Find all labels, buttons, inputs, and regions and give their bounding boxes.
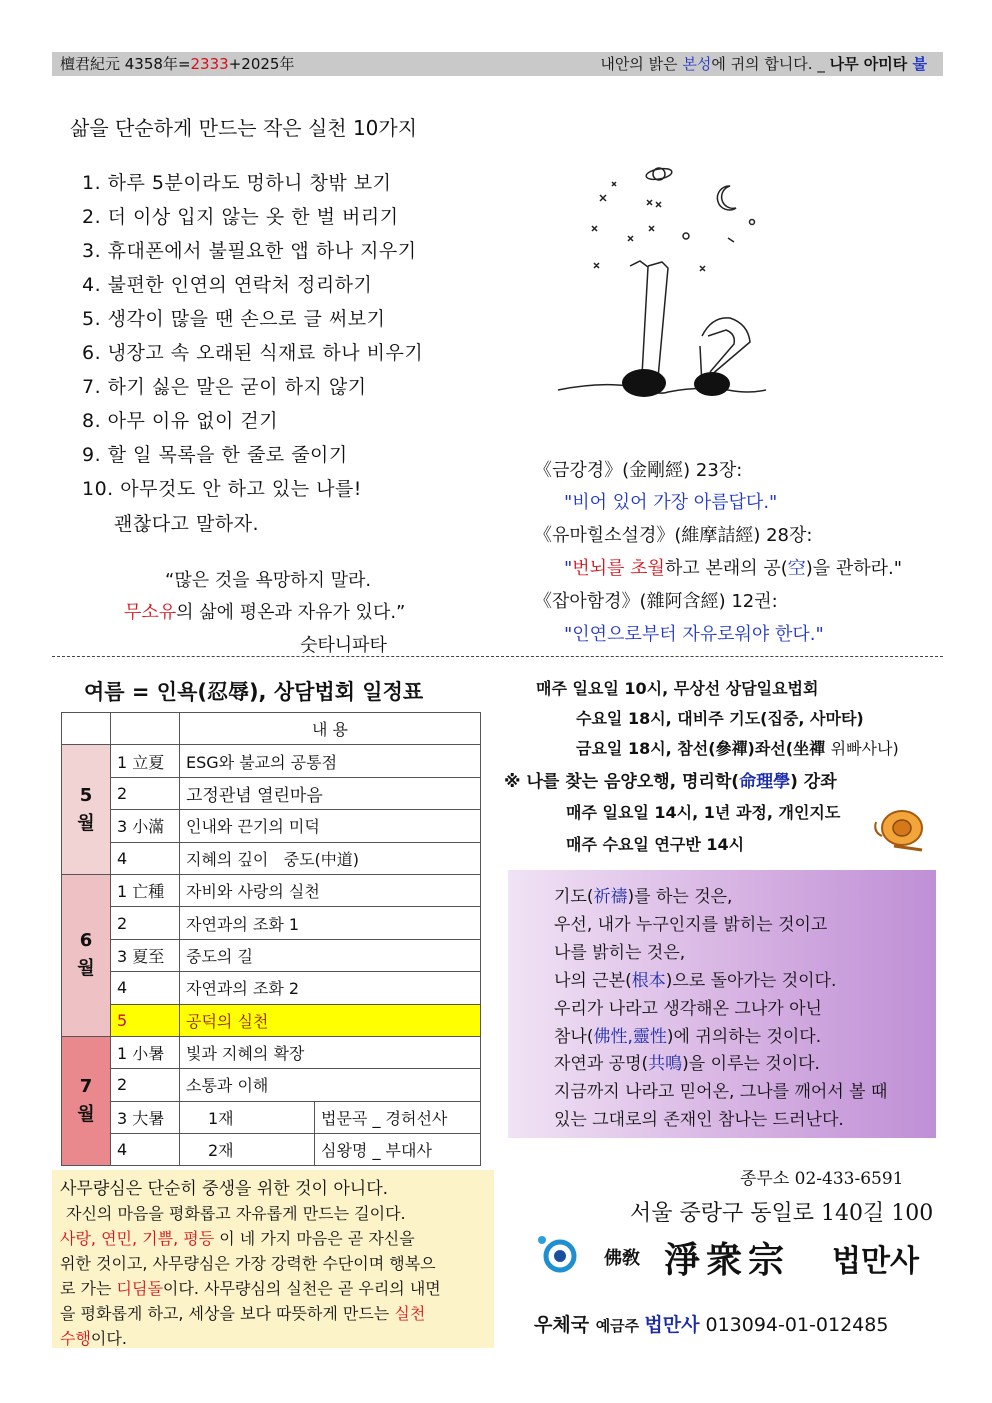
month-may: 5 월: [62, 745, 111, 875]
week-cell: 2: [111, 777, 180, 809]
gong-icon: [872, 806, 930, 852]
prayer-line: 나를 밝히는 것은,: [554, 943, 686, 963]
schedule-title: 여름 = 인욕(忍辱), 상담법회 일정표: [84, 680, 424, 704]
sutra-title: 《유마힐소설경》(維摩詰經) 28장:: [534, 525, 813, 546]
content-cell: 소통과 이해: [180, 1069, 481, 1101]
four-minds-line: 자신의 마음을 평화롭고 자유롭게 만드는 길이다.: [66, 1204, 406, 1223]
prayer-line: 자연과 공명(共鳴)을 이루는 것이다.: [554, 1054, 820, 1074]
week-cell: 4: [111, 1134, 180, 1166]
table-header-content: 내 용: [180, 713, 481, 745]
era-date: 檀君紀元 4358年=2333+2025年: [60, 55, 295, 73]
sutra-text: "번뇌를 초월하고 본래의 공(空)을 관하라.": [564, 558, 903, 579]
prayer-line: 나의 근본(根本)으로 돌아가는 것이다.: [554, 971, 837, 991]
table-row: [62, 777, 481, 809]
week-cell: 3 大暑: [111, 1101, 180, 1133]
table-row-highlighted: [62, 1004, 481, 1036]
header-bar: [52, 52, 943, 76]
table-row: [62, 907, 481, 939]
bank-account: 우체국 예금주 법만사 013094-01-012485: [534, 1314, 889, 1336]
month-june: 6 월: [62, 874, 111, 1036]
table-row: [62, 745, 481, 777]
prayer-line: 우선, 내가 누구인지를 밝히는 것이고: [554, 915, 828, 935]
content-cell: 1재: [180, 1101, 315, 1133]
content-cell: 심왕명 _ 부대사: [315, 1134, 481, 1166]
sutra-text: "비어 있어 가장 아름답다.": [564, 492, 778, 513]
week-cell: 4: [111, 972, 180, 1004]
table-row: [62, 1036, 481, 1068]
four-minds-line: 로 가는 디딤돌이다. 사무량심의 실천은 곧 우리의 내면: [60, 1279, 441, 1298]
sutra-text: "인연으로부터 자유로워야 한다.": [564, 624, 824, 645]
lecture-wednesday: 매주 수요일 연구반 14시: [566, 835, 745, 854]
temple-name: 법만사: [832, 1244, 919, 1279]
table-row: [62, 1069, 481, 1101]
prayer-line: 지금까지 나라고 믿어온, 그나를 깨어서 볼 때: [554, 1082, 888, 1102]
table-row: [62, 1134, 481, 1166]
content-cell: 자연과의 조화 1: [180, 907, 481, 939]
practice-item: 4. 불편한 인연의 연락처 정리하기: [82, 274, 373, 296]
content-cell: 지혜의 깊이 중도(中道): [180, 842, 481, 874]
quote-line: “많은 것을 욕망하지 말라.: [165, 570, 372, 591]
prayer-line: 참나(佛性,靈性)에 귀의하는 것이다.: [554, 1027, 822, 1047]
week-cell: 1 立夏: [111, 745, 180, 777]
content-cell: 고정관념 열린마음: [180, 777, 481, 809]
lecture-sunday: 매주 일요일 14시, 1년 과정, 개인지도: [566, 803, 841, 822]
content-cell: 인내와 끈기의 미덕: [180, 810, 481, 842]
quote-line: 무소유의 삶에 평온과 자유가 있다.”: [124, 602, 406, 623]
meeting-friday: 금요일 18시, 참선(參禪)좌선(坐禪 위빠사나): [576, 739, 899, 758]
week-cell: 5: [111, 1004, 180, 1036]
meeting-wednesday: 수요일 18시, 대비주 기도(집중, 사마타): [576, 709, 864, 728]
office-phone: 종무소 02-433-6591: [740, 1169, 904, 1189]
week-cell: 4: [111, 842, 180, 874]
temple-sect: 淨衆宗: [664, 1239, 791, 1281]
four-minds-line: 수행이다.: [60, 1329, 127, 1348]
table-row: [62, 874, 481, 906]
quote-author: 숫타니파타: [300, 635, 387, 656]
week-cell: 3 夏至: [111, 939, 180, 971]
week-cell: 1 亡種: [111, 874, 180, 906]
table-header-cell: [111, 713, 180, 745]
stargazing-illustration: [552, 158, 772, 398]
four-minds-line: 을 평화롭게 하고, 세상을 보다 따뜻하게 만드는 실천: [60, 1304, 426, 1323]
table-row: [62, 842, 481, 874]
content-cell: 자비와 사랑의 실천: [180, 874, 481, 906]
practice-item: 7. 하기 싫은 말은 굳이 하지 않기: [82, 376, 367, 398]
schedule-table: [61, 712, 481, 1166]
table-row: [62, 810, 481, 842]
content-cell: ESG와 불교의 공통점: [180, 745, 481, 777]
sutra-title: 《잡아함경》(雜阿含經) 12권:: [534, 591, 778, 612]
practice-item: 6. 냉장고 속 오래된 식재료 하나 비우기: [82, 342, 424, 364]
section-divider: [52, 656, 943, 657]
sutra-title: 《금강경》(金剛經) 23장:: [534, 460, 743, 481]
table-row: [62, 972, 481, 1004]
prayer-line: 기도(祈禱)를 하는 것은,: [554, 887, 733, 907]
practice-item: 2. 더 이상 입지 않는 옷 한 벌 버리기: [82, 206, 399, 228]
practice-item: 8. 아무 이유 없이 걷기: [82, 410, 279, 432]
content-cell: 빛과 지혜의 확장: [180, 1036, 481, 1068]
prayer-line: 우리가 나라고 생각해온 그나가 아닌: [554, 999, 822, 1019]
week-cell: 1 小暑: [111, 1036, 180, 1068]
practice-item: 괜찮다고 말하자.: [114, 513, 260, 535]
week-cell: 3 小滿: [111, 810, 180, 842]
four-minds-line: 사랑, 연민, 기쁨, 평등 이 네 가지 마음은 곧 자신을: [60, 1229, 415, 1248]
four-minds-line: 위한 것이고, 사무량심은 가장 강력한 수단이며 행복으: [60, 1254, 436, 1273]
practice-item: 3. 휴대폰에서 불필요한 앱 하나 지우기: [82, 240, 417, 262]
practice-title: 삶을 단순하게 만드는 작은 실천 10가지: [70, 116, 418, 140]
content-cell: 중도의 길: [180, 939, 481, 971]
four-minds-line: 사무량심은 단순히 중생을 위한 것이 아니다.: [60, 1179, 389, 1199]
temple-prefix: 佛敎: [604, 1248, 640, 1269]
address: 서울 중랑구 동일로 140길 100: [630, 1201, 934, 1226]
content-cell: 법문곡 _ 경허선사: [315, 1101, 481, 1133]
table-row: [62, 1101, 481, 1133]
practice-item: 1. 하루 5분이라도 멍하니 창밖 보기: [82, 172, 392, 194]
month-july: 7 월: [62, 1036, 111, 1166]
content-cell: 자연과의 조화 2: [180, 972, 481, 1004]
header-motto: 내안의 밝은 본성에 귀의 합니다. _ 나무 아미타 불: [600, 55, 927, 73]
content-cell: 공덕의 실천: [180, 1004, 481, 1036]
week-cell: 2: [111, 907, 180, 939]
meeting-sunday: 매주 일요일 10시, 무상선 상담일요법회: [536, 679, 819, 698]
table-header-cell: [62, 713, 111, 745]
lecture-title: ※ 나를 찾는 음양오행, 명리학(命理學) 강좌: [504, 772, 837, 792]
prayer-line: 있는 그대로의 존재인 참나는 드러난다.: [554, 1110, 844, 1130]
practice-item: 5. 생각이 많을 땐 손으로 글 써보기: [82, 308, 386, 330]
content-cell: 2재: [180, 1134, 315, 1166]
practice-item: 9. 할 일 목록을 한 줄로 줄이기: [82, 444, 348, 466]
temple-logo-icon: [536, 1232, 584, 1280]
table-row: [62, 939, 481, 971]
practice-item: 10. 아무것도 안 하고 있는 나를!: [82, 478, 362, 500]
week-cell: 2: [111, 1069, 180, 1101]
